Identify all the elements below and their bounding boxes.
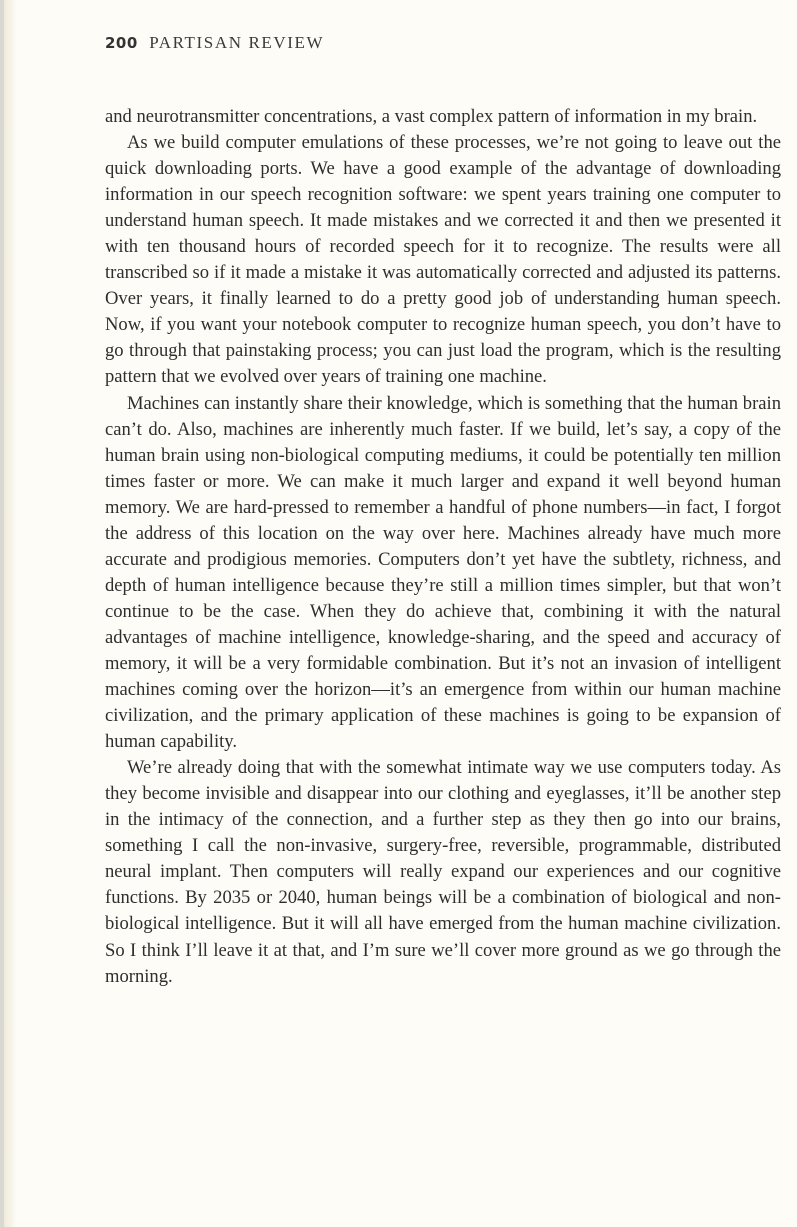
running-head	[105, 33, 324, 53]
body-text	[105, 104, 781, 990]
paragraph-4: We’re already doing that with the somewhat intimate way we use computers today. As they become invisible and disappear into our clothing and eyeglasses, it’ll be another step in the intimacy of the connection, and a further step as they then go into our brains, something I call the non-invasive, surgery-free, reversible, programmable, distributed neural implant. Then computers will really expand our experiences and our cognitive functions. By 2035 or 2040, human beings will be a combination of biological and non-biological intelligence. But it will all have emerged from the human machine civilization. So I think I’ll leave it at that, and I’m sure we’ll cover more ground as we go through the morning.	[105, 757, 781, 987]
paragraph-1: and neurotransmitter concentrations, a vast complex pattern of information in my brain.	[105, 106, 758, 127]
journal-title: PARTISAN REVIEW	[149, 33, 325, 52]
page-number: 200	[105, 34, 138, 52]
paragraph-2: As we build computer emulations of these processes, we’re not going to leave out the quick downloading ports. We have a good example of the advantage of downloading information in our speech recognition software: we spent years training one computer to understand human speech. It made mistakes and we corrected it and then we presented it with ten thousand hours of recorded speech for it to recognize. The results were all transcribed so if it made a mistake it was automatically corrected and adjusted its patterns. Over years, it finally learned to do a pretty good job of understanding human speech. Now, if you want your notebook computer to recognize human speech, you don’t have to go through that painstaking process; you can just load the program, which is the resulting pattern that we evolved over years of training one machine.	[105, 132, 781, 388]
page-gutter	[4, 0, 16, 1227]
paragraph-3: Machines can instantly share their knowledge, which is something that the human brain can’t do. Also, machines are inherently much faster. If we build, let’s say, a copy of the human brain using non-biological computing mediums, it could be potentially ten million times faster or more. We can make it much larger and expand it well beyond human memory. We are hard-pressed to remember a handful of phone numbers—in fact, I forgot the address of this location on the way over here. Machines already have much more accurate and prodigious memories. Computers don’t yet have the subtlety, richness, and depth of human intelligence because they’re still a million times simpler, but that won’t continue to be the case. When they do achieve that, combining it with the natural advantages of machine intelligence, knowledge-sharing, and the speed and accuracy of memory, it will be a very formidable combination. But it’s not an invasion of intelligent machines coming over the horizon—it’s an emergence from within our human machine civilization, and the primary application of these machines is going to be expansion of human capability.	[105, 392, 781, 753]
